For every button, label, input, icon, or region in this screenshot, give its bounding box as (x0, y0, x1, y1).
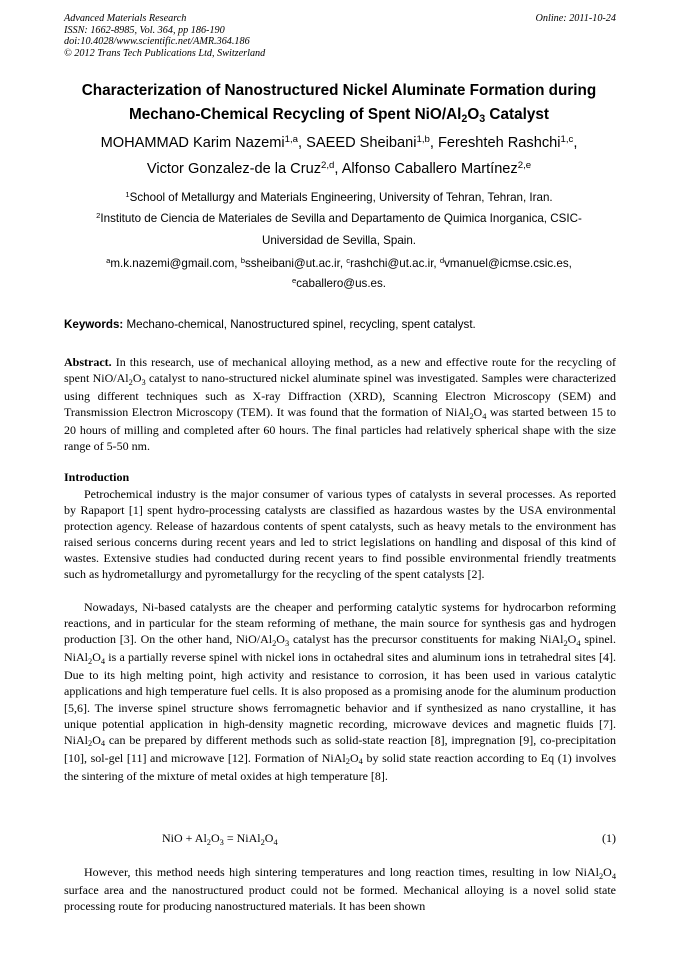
equation-text: NiO + $Al_2O_3$ = $NiAl_2O_4$ (162, 831, 278, 847)
paper-title-line2: Mechano-Chemical Recycling of Spent NiO/$Al_2O_3$ Catalyst (129, 106, 549, 126)
intro-paragraph-3: However, this method needs high sintering temperatures and long reaction times, resulting in low $NiAl_2O_4$ surface area and the nanostructured product could not be formed. Mechanical alloying is a novel solid state processing route for producing nanostructured materials. It has been shown (64, 865, 616, 914)
keywords-text: Mechano-chemical, Nanostructured spinel, recycling, spent catalyst. (123, 318, 476, 331)
author-list-line1: MOHAMMAD Karim Nazemi$^{1,a}$, SAEED Sheibani$^{1,b}$, Fereshteh Rashchi$^{1,c}$, (100, 133, 578, 151)
affiliation-1: $^1$School of Metallurgy and Materials Engineering, University of Tehran, Tehran, Iran. (125, 189, 553, 204)
email-list-line1: $^a$m.k.nazemi@gmail.com, $^b$ssheibani@ut.ac.ir, $^c$rashchi@ut.ac.ir, $^d$vmanuel@icmse.csic.es, (106, 255, 572, 270)
author-list-line2: Victor Gonzalez-de la Cruz$^{2,d}$, Alfonso Caballero Martínez$^{2,e}$ (146, 159, 532, 177)
keywords (64, 318, 616, 331)
keywords-label: Keywords: (64, 318, 124, 331)
journal-copyright: © 2012 Trans Tech Publications Ltd, Switzerland (64, 47, 266, 59)
author-name: Victor Gonzalez-de la Cruz (146, 161, 321, 177)
online-date: Online: 2011-10-24 (535, 13, 616, 24)
intro-paragraph-2: Nowadays, Ni-based catalysts are the cheaper and performing catalytic systems for hydrocarbon reforming reactions, and in particular for the steam reforming of methane, the main source for synthesis gas and hydrogen production [3]. On the other hand, NiO/$Al_2O_3$ catalyst has the precursor constituents for making $NiAl_2O_4$ spinel. $NiAl_2O_4$ is a partially reverse spinel with nickel ions in octahedral sites and aluminum ions in tetrahedral sites [4]. Due to its high melting point, high activity and resistance to corrosion, it has been used in various catalytic applications and high temperature fuel cells. It is also proposed as a promising anode for the aluminum production [5,6]. The inverse spinel structure shows ferromagnetic behavior and if synthesized as nano crystalline, it has unique potential application in high-density magnetic recording, microwave devices and magnetic fluids [7]. $NiAl_2O_4$ can be prepared by different methods such as solid-state reaction [8], impregnation [9], co-precipitation [10], sol-gel [11] and microwave [12]. Formation of $NiAl_2O_4$ by solid state reaction according to Eq (1) involves the sintering of the mixture of metal oxides at high temperature [8]. (64, 600, 616, 783)
intro-paragraph-1: Petrochemical industry is the major consumer of various types of catalysts in several processes. As reported by Rapaport [1] spent hydro-processing catalysts are classified as hazardous wastes by the USA environmental protection agency. Release of hazardous contents of spent catalysts, such as heavy metals to the environment has raised serious concerns during recent years and led to strict legislations on handling and disposal of this kind of wastes. Extensive studies had conducted during recent years to find possible environmental friendly treatments such as hydrometallurgy and pyrometallurgy for the recycling of the spent catalysts [2]. (64, 487, 616, 582)
email-list-line2: $^e$caballero@us.es. (292, 275, 386, 290)
author-name: , Fereshteh Rashchi (429, 135, 561, 151)
journal-header (64, 13, 616, 59)
abstract-label: Abstract. (64, 355, 112, 369)
equation-number: (1) (602, 831, 616, 845)
paper-title-line1: Characterization of Nanostructured Nickel Aluminate Formation during (81, 82, 597, 99)
journal-doi: doi:10.4028/www.scientific.net/AMR.364.186 (64, 36, 250, 48)
journal-issn: ISSN: 1662-8985, Vol. 364, pp 186-190 (64, 24, 225, 36)
author-name: , Alfonso Caballero Martínez (334, 161, 518, 177)
author-name: MOHAMMAD Karim Nazemi (100, 135, 285, 151)
author-name: , SAEED Sheibani (298, 135, 417, 151)
affiliation-2-line1: $^2$Instituto de Ciencia de Materiales de Sevilla and Departamento de Quimica Inorganica, CSIC- (96, 210, 582, 225)
affiliation-2-line2: Universidad de Sevilla, Spain. (261, 234, 417, 247)
journal-name: Advanced Materials Research (64, 13, 187, 24)
section-heading-introduction: Introduction (64, 470, 130, 484)
abstract: Abstract. In this research, use of mechanical alloying method, as a new and effective route for the recycling of spent NiO/$Al_2O_3$ catalyst to nano-structured nickel aluminate spinel was investigated. Samples were characterized using different techniques such as X-ray Diffraction (XRD), Scanning Electron Microscopy (SEM) and Transmission Electron Microscopy (TEM). It was found that the formation of $NiAl_2O_4$ was started between 15 to 20 hours of milling and completed after 60 hours. The final particles had relatively spherical shape with the size range of 5-50 nm. (64, 355, 616, 454)
